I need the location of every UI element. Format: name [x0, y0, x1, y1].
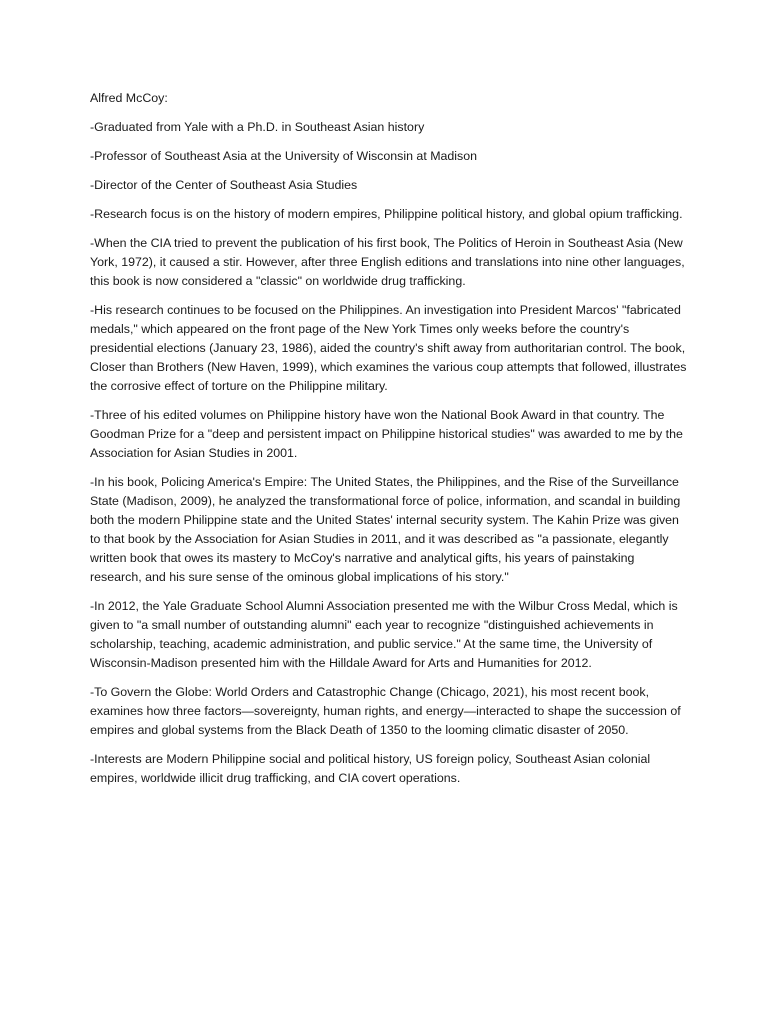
- document-page: [90, 89, 688, 798]
- paragraph-directorship: -Director of the Center of Southeast Asia Studies: [90, 178, 358, 192]
- paragraph-govern-the-globe: -To Govern the Globe: World Orders and Catastrophic Change (Chicago, 2021), his most recent book, examines how three factors—sovereignty, human rights, and energy—interacted to shape the succession of empires and global systems from the Black Death of 1350 to the looming climatic disaster of 2050.: [90, 685, 681, 737]
- paragraph-first-book: -When the CIA tried to prevent the publication of his first book, The Politics of Heroin in Southeast Asia (New York, 1972), it caused a stir. However, after three English editions and translations into nine other languages, this book is now considered a "classic" on worldwide drug trafficking.: [90, 236, 685, 288]
- paragraph-wilbur-cross-medal: -In 2012, the Yale Graduate School Alumni Association presented me with the Wilbur Cross Medal, which is given to "a small number of outstanding alumni" each year to recognize "distinguished achievements in scholarship, teaching, academic administration, and public service." At the same time, the University of Wisconsin-Madison presented him with the Hilldale Award for Arts and Humanities for 2012.: [90, 599, 678, 670]
- paragraph-education: -Graduated from Yale with a Ph.D. in Southeast Asian history: [90, 120, 425, 134]
- paragraph-research-focus: -Research focus is on the history of modern empires, Philippine political history, and global opium trafficking.: [90, 207, 683, 221]
- paragraph-professorship: -Professor of Southeast Asia at the University of Wisconsin at Madison: [90, 149, 478, 163]
- paragraph-interests: -Interests are Modern Philippine social and political history, US foreign policy, Southeast Asian colonial empires, worldwide illicit drug trafficking, and CIA covert operations.: [90, 752, 651, 785]
- paragraph-policing-empire: -In his book, Policing America's Empire: The United States, the Philippines, and the Rise of the Surveillance State (Madison, 2009), he analyzed the transformational force of police, information, and scandal in building both the modern Philippine state and the United States' internal security system. The Kahin Prize was given to that book by the Association for Asian Studies in 2011, and it was described as "a passionate, elegantly written book that owes its mastery to McCoy's narrative and analytical gifts, his years of painstaking research, and his sure sense of the ominous global implications of his story.": [90, 475, 681, 584]
- paragraph-philippines-research: -His research continues to be focused on the Philippines. An investigation into President Marcos' "fabricated medals," which appeared on the front page of the New York Times only weeks before the country's presidential elections (January 23, 1986), aided the country's shift away from authoritarian control. The book, Closer than Brothers (New Haven, 1999), which examines the various coup attempts that followed, illustrates the corrosive effect of torture on the Philippine military.: [90, 303, 687, 393]
- paragraph-awards: -Three of his edited volumes on Philippine history have won the National Book Award in that country. The Goodman Prize for a "deep and persistent impact on Philippine historical studies" was awarded to me by the Association for Asian Studies in 2001.: [90, 408, 683, 460]
- document-title: Alfred McCoy:: [90, 91, 168, 105]
